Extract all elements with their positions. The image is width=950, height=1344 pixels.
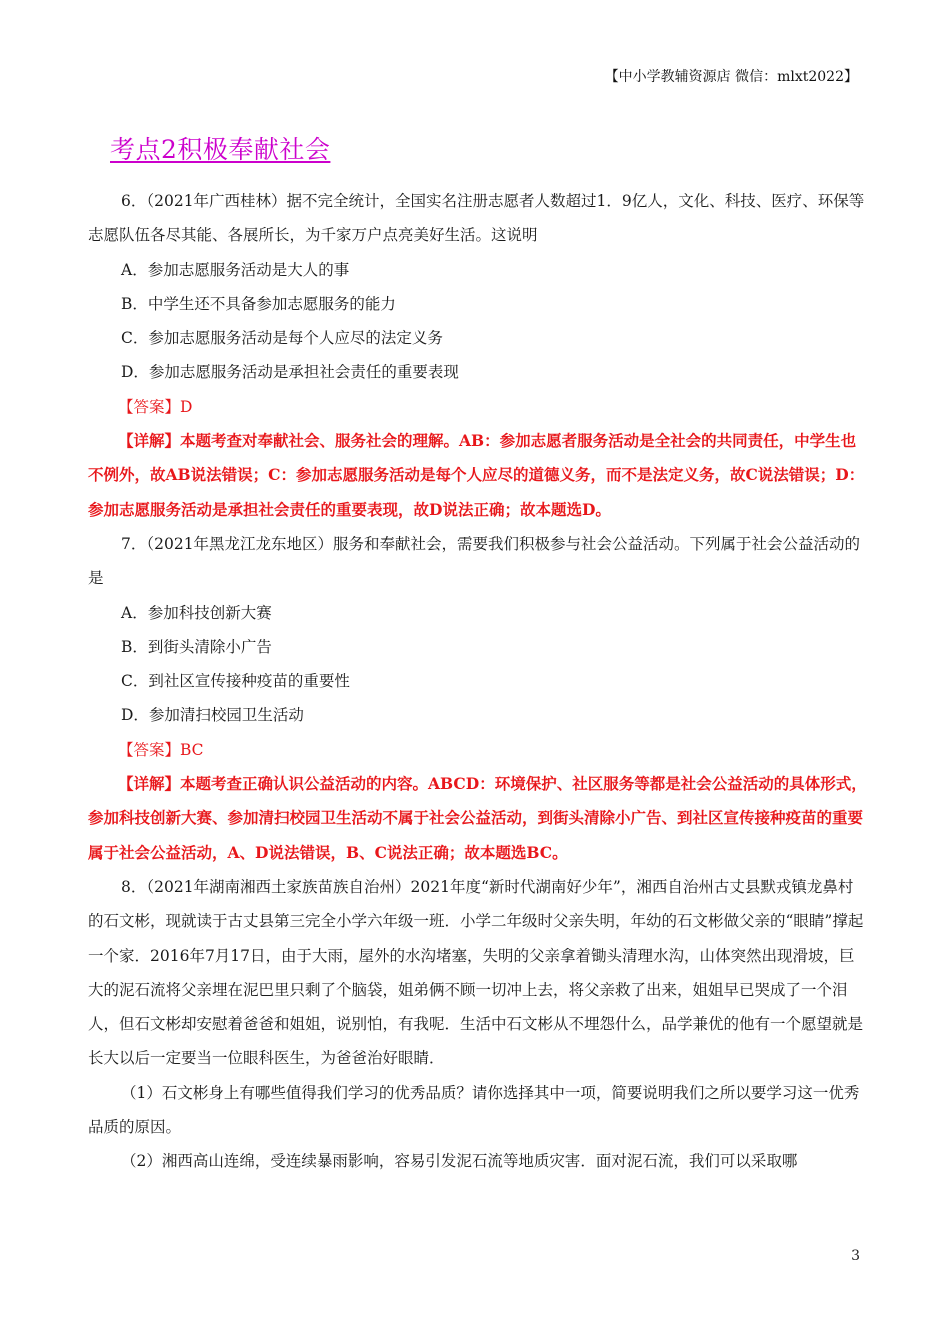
section-title: 考点2积极奉献社会 <box>110 135 331 164</box>
question-7-option-a: A．参加科技创新大赛 <box>121 603 272 622</box>
question-7-option-b: B．到街头清除小广告 <box>121 637 272 656</box>
question-8-sub-2: （2）湘西高山连绵，受连续暴雨影响，容易引发泥石流等地质灾害．面对泥石流，我们可以采取哪 <box>121 1152 798 1171</box>
question-8-sub-1: （1）石文彬身上有哪些值得我们学习的优秀品质？请你选择其中一项，简要说明我们之所以要学习这一优秀品质的原因。 <box>88 1083 860 1137</box>
question-6-option-c: C．参加志愿服务活动是每个人应尽的法定义务 <box>121 329 443 348</box>
question-6-stem: 6．（2021年广西桂林）据不完全统计，全国实名注册志愿者人数超过1．9亿人，文化、科技、医疗、环保等志愿队伍各尽其能、各展所长，为千家万户点亮美好生活。这说明 <box>88 192 865 245</box>
question-7-detail: 【详解】本题考查正确认识公益活动的内容。ABCD：环境保护、社区服务等都是社会公益活动的具体形式，参加科技创新大赛、参加清扫校园卫生活动不属于社会公益活动，到街头清除小广告、到社区宣传接种疫苗的重要属于社会公益活动，A、D说法错误，B、C说法正确；故本题选BC。 <box>88 774 867 862</box>
question-6-answer: 【答案】D <box>118 397 193 416</box>
question-6-option-b: B．中学生还不具备参加志愿服务的能力 <box>121 294 396 313</box>
question-6-detail: 【详解】本题考查对奉献社会、服务社会的理解。AB：参加志愿者服务活动是全社会的共同责任，中学生也不例外，故AB说法错误；C：参加志愿服务活动是每个人应尽的道德义务，而不是法定义务，故C说法错误；D：参加志愿服务活动是承担社会责任的重要表现，故D说法正确；故本题选D。 <box>88 431 865 519</box>
question-7-answer: 【答案】BC <box>118 740 204 759</box>
question-7-stem: 7．（2021年黑龙江龙东地区）服务和奉献社会，需要我们积极参与社会公益活动。下列属于社会公益活动的是 <box>88 534 861 588</box>
document-body <box>88 184 868 1179</box>
page-header: 【中小学教辅资源店 微信：mlxt2022】 <box>604 69 858 85</box>
question-7-option-c: C．到社区宣传接种疫苗的重要性 <box>121 672 350 691</box>
question-7-option-d: D．参加清扫校园卫生活动 <box>121 706 304 725</box>
question-6-option-a: A．参加志愿服务活动是大人的事 <box>121 260 350 279</box>
question-6-option-d: D．参加志愿服务活动是承担社会责任的重要表现 <box>121 363 459 382</box>
question-8-stem: 8．（2021年湖南湘西土家族苗族自治州）2021年度“新时代湖南好少年”，湘西自治州古丈县默戎镇龙鼻村的石文彬，现就读于古丈县第三完全小学六年级一班．小学二年级时父亲失明，年幼的石文彬做父亲的“眼睛”撑起一个家．2016年7月17日，由于大雨，屋外的水沟堵塞，失明的父亲拿着锄头清理水沟，山体突然出现滑坡，巨大的泥石流将父亲埋在泥巴里只剩了个脑袋，姐弟俩不顾一切冲上去，将父亲救了出来，姐姐早已哭成了一个泪人，但石文彬却安慰着爸爸和姐姐，说别怕，有我呢．生活中石文彬从不埋怨什么，品学兼优的他有一个愿望就是长大以后一定要当一位眼科医生，为爸爸治好眼睛． <box>88 877 864 1068</box>
page-number: 3 <box>851 1248 860 1264</box>
